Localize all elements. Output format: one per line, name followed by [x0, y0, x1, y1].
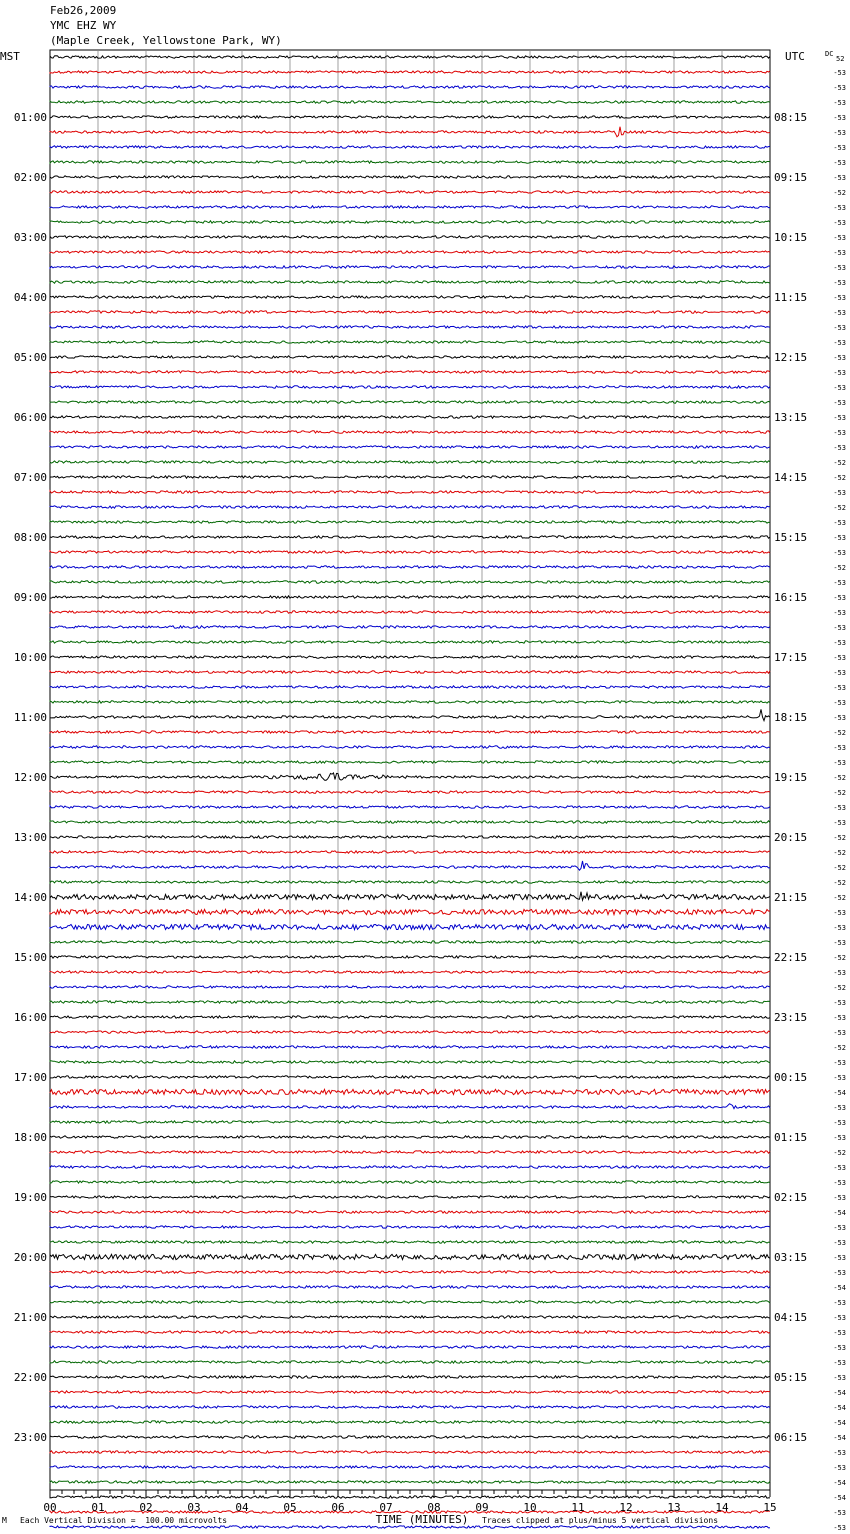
right-hour-label: 14:15: [774, 471, 808, 484]
left-hour-label: 05:00: [13, 351, 47, 364]
dc-offset-value: -53: [833, 69, 846, 77]
dc-offset-value: -53: [833, 1119, 846, 1127]
seismic-trace: [50, 1316, 770, 1318]
dc-offset-value: -52: [833, 774, 846, 782]
left-hour-label: 23:00: [13, 1431, 47, 1444]
dc-offset-value: -52: [833, 864, 846, 872]
right-hour-label: 01:15: [774, 1131, 808, 1144]
dc-offset-value: -52: [833, 1149, 846, 1157]
dc-offset-value: -53: [833, 234, 846, 242]
right-hour-label: 18:15: [774, 711, 808, 724]
seismic-trace: [50, 1526, 770, 1528]
seismic-trace: [50, 1089, 770, 1094]
seismic-trace: [50, 671, 770, 673]
dc-offset-value: -53: [833, 339, 846, 347]
dc-offset-value: -53: [833, 399, 846, 407]
dc-offset-value: -53: [833, 639, 846, 647]
x-tick-label: 03: [187, 1501, 201, 1514]
x-tick-label: 06: [331, 1501, 345, 1514]
seismic-trace: [50, 127, 770, 137]
seismic-trace: [50, 191, 770, 193]
dc-offset-value: -53: [833, 1164, 846, 1172]
seismic-trace: [50, 1076, 770, 1078]
dc-offset-value: -53: [833, 294, 846, 302]
dc-offset-value: -53: [833, 714, 846, 722]
seismic-trace: [50, 1301, 770, 1303]
dc-offset-value: -53: [833, 684, 846, 692]
dc-offset-value: -53: [833, 204, 846, 212]
station-location: (Maple Creek, Yellowstone Park, WY): [50, 34, 282, 47]
right-hour-label: 22:15: [774, 951, 808, 964]
dc-offset-value: -53: [833, 549, 846, 557]
seismic-trace: [50, 1061, 770, 1063]
seismic-trace: [50, 1136, 770, 1138]
dc-offset-value: -53: [833, 1374, 846, 1382]
left-hour-label: 19:00: [13, 1191, 47, 1204]
dc-offset-value: -53: [833, 309, 846, 317]
right-hour-label: 21:15: [774, 891, 808, 904]
seismic-trace: [50, 731, 770, 733]
seismic-trace: [50, 861, 770, 870]
plot-date: Feb26,2009: [50, 4, 117, 17]
seismic-trace: [50, 611, 770, 613]
seismic-trace: [50, 596, 770, 598]
seismic-trace: [50, 686, 770, 688]
seismic-trace: [50, 1271, 770, 1273]
dc-offset-value: -52: [833, 189, 846, 197]
seismic-trace: [50, 1496, 770, 1498]
seismic-trace: [50, 1421, 770, 1423]
dc-offset-value: -54: [833, 1419, 846, 1427]
dc-offset-value: -53: [833, 609, 846, 617]
dc-offset-value: -53: [833, 744, 846, 752]
seismic-trace: [50, 371, 770, 373]
seismic-trace: [50, 1436, 770, 1438]
seismic-trace: [50, 506, 770, 508]
dc-offset-value: -53: [833, 939, 846, 947]
x-tick-label: 13: [667, 1501, 681, 1514]
right-hour-label: 17:15: [774, 651, 808, 664]
dc-offset-value: -53: [833, 144, 846, 152]
seismic-trace: [50, 626, 770, 628]
dc-offset-value: -53: [833, 1029, 846, 1037]
seismic-trace: [50, 236, 770, 238]
seismic-trace: [50, 941, 770, 943]
seismic-trace: [50, 356, 770, 358]
seismic-trace: [50, 326, 770, 328]
x-tick-label: 11: [571, 1501, 585, 1514]
seismic-trace: [50, 746, 770, 748]
x-tick-label: 14: [715, 1501, 729, 1514]
left-hour-label: 02:00: [13, 171, 47, 184]
dc-offset-value: -53: [833, 279, 846, 287]
dc-label: DC: [825, 50, 834, 58]
seismic-trace: [50, 416, 770, 418]
dc-offset-value: -53: [833, 1269, 846, 1277]
x-tick-label: 01: [91, 1501, 105, 1514]
dc-offset-value: -52: [833, 849, 846, 857]
left-hour-label: 04:00: [13, 291, 47, 304]
dc-offset-value: -53: [833, 909, 846, 917]
dc-offset-value: -53: [833, 579, 846, 587]
right-hour-label: 12:15: [774, 351, 808, 364]
dc-offset-value: -53: [833, 1194, 846, 1202]
x-tick-label: 04: [235, 1501, 249, 1514]
dc-offset-value: -53: [833, 1359, 846, 1367]
seismic-trace: [50, 892, 770, 901]
seismic-trace: [50, 1001, 770, 1003]
seismic-trace: [50, 1166, 770, 1168]
dc-offset-value: -53: [833, 444, 846, 452]
right-hour-label: 19:15: [774, 771, 808, 784]
left-hour-label: 01:00: [13, 111, 47, 124]
seismic-trace: [50, 116, 770, 118]
dc-offset-value: -52: [833, 729, 846, 737]
dc-offset-value: -53: [833, 129, 846, 137]
left-hour-label: 18:00: [13, 1131, 47, 1144]
seismic-trace: [50, 206, 770, 208]
seismic-trace: [50, 146, 770, 148]
x-tick-label: 10: [523, 1501, 537, 1514]
dc-offset-value: -52: [833, 474, 846, 482]
seismic-trace: [50, 761, 770, 763]
seismic-trace: [50, 1151, 770, 1153]
seismic-trace: [50, 521, 770, 523]
right-hour-label: 20:15: [774, 831, 808, 844]
x-tick-label: 08: [427, 1501, 441, 1514]
scale-note: Each Vertical Division = 100.00 microvolts: [20, 1516, 228, 1525]
dc-offset-value: -54: [833, 1284, 846, 1292]
right-hour-label: 03:15: [774, 1251, 808, 1264]
dc-offset-value: -53: [833, 264, 846, 272]
seismic-trace: [50, 836, 770, 838]
dc-offset-value: -53: [833, 924, 846, 932]
dc-offset-value: -53: [833, 84, 846, 92]
seismic-trace: [50, 1391, 770, 1393]
dc-offset-value: -54: [833, 1479, 846, 1487]
dc-offset-value: -53: [833, 1059, 846, 1067]
seismic-trace: [50, 341, 770, 343]
left-hour-label: 22:00: [13, 1371, 47, 1384]
dc-offset-value: -53: [833, 99, 846, 107]
seismic-trace: [50, 1016, 770, 1018]
seismic-trace: [50, 266, 770, 268]
seismic-trace: [50, 1481, 770, 1483]
corner-mark: M: [2, 1516, 7, 1525]
right-hour-label: 00:15: [774, 1071, 808, 1084]
seismic-trace: [50, 491, 770, 493]
seismic-trace: [50, 1181, 770, 1183]
right-hour-label: 05:15: [774, 1371, 808, 1384]
seismic-trace: [50, 86, 770, 88]
seismic-trace: [50, 101, 770, 103]
dc-offset-value: -53: [833, 489, 846, 497]
left-timezone-label: MST: [0, 50, 20, 63]
left-hour-label: 09:00: [13, 591, 47, 604]
right-hour-label: 15:15: [774, 531, 808, 544]
dc-offset-value: -53: [833, 1104, 846, 1112]
dc-offset-value: -53: [833, 699, 846, 707]
left-hour-label: 13:00: [13, 831, 47, 844]
x-tick-label: 07: [379, 1501, 393, 1514]
left-hour-label: 16:00: [13, 1011, 47, 1024]
dc-offset-value: -53: [833, 354, 846, 362]
left-hour-label: 08:00: [13, 531, 47, 544]
x-tick-label: 15: [763, 1501, 777, 1514]
clip-note: Traces clipped at plus/minus 5 vertical divisions: [482, 1516, 719, 1525]
dc-offset-value: -52: [833, 834, 846, 842]
dc-offset-value: -53: [833, 1299, 846, 1307]
x-axis-title: TIME (MINUTES): [375, 1513, 469, 1526]
dc-offset-value: -54: [833, 1404, 846, 1412]
dc-offset-value: -53: [833, 1179, 846, 1187]
dc-offset-value: -53: [833, 414, 846, 422]
seismic-trace: [50, 1031, 770, 1033]
dc-offset-value: -53: [833, 114, 846, 122]
seismic-trace: [50, 791, 770, 793]
seismic-trace: [50, 566, 770, 568]
seismic-trace: [50, 71, 770, 73]
left-hour-label: 11:00: [13, 711, 47, 724]
seismic-trace: [50, 176, 770, 178]
dc-offset-value: -52: [833, 504, 846, 512]
right-hour-label: 11:15: [774, 291, 808, 304]
seismic-trace: [50, 986, 770, 988]
left-hour-label: 06:00: [13, 411, 47, 424]
seismic-trace: [50, 821, 770, 823]
seismic-trace: [50, 1451, 770, 1453]
seismic-trace: [50, 971, 770, 973]
dc-offset-value: -54: [833, 1089, 846, 1097]
left-hour-label: 17:00: [13, 1071, 47, 1084]
dc-offset-value: -53: [833, 594, 846, 602]
dc-offset-value: -53: [833, 1074, 846, 1082]
seismic-trace: [50, 401, 770, 403]
dc-offset-value: -53: [833, 429, 846, 437]
station-code: YMC EHZ WY: [50, 19, 117, 32]
right-hour-label: 04:15: [774, 1311, 808, 1324]
seismic-trace: [50, 581, 770, 583]
seismic-trace: [50, 476, 770, 478]
dc-offset-value: -52: [833, 564, 846, 572]
dc-offset-value: -52: [833, 954, 846, 962]
seismic-trace: [50, 881, 770, 883]
left-hour-label: 10:00: [13, 651, 47, 664]
dc-offset-value: -53: [833, 1344, 846, 1352]
dc-offset-value: -53: [833, 1314, 846, 1322]
dc-offset-value: -53: [833, 654, 846, 662]
right-hour-label: 08:15: [774, 111, 808, 124]
x-tick-label: 12: [619, 1501, 633, 1514]
left-hour-label: 12:00: [13, 771, 47, 784]
x-tick-label: 09: [475, 1501, 489, 1514]
dc-offset-value: -52: [833, 984, 846, 992]
seismic-trace: [50, 641, 770, 643]
seismic-trace: [50, 1104, 770, 1109]
seismic-trace: [50, 311, 770, 313]
x-tick-label: 02: [139, 1501, 153, 1514]
dc-offset-value: -53: [833, 1134, 846, 1142]
x-tick-label: 00: [43, 1501, 57, 1514]
dc-offset-value: -53: [833, 534, 846, 542]
right-hour-label: 16:15: [774, 591, 808, 604]
seismic-trace: [50, 1241, 770, 1243]
left-hour-label: 14:00: [13, 891, 47, 904]
dc-offset-value: -53: [833, 1014, 846, 1022]
seismic-trace: [50, 656, 770, 658]
seismic-trace: [50, 221, 770, 223]
dc-offset-value: -53: [833, 804, 846, 812]
seismic-trace: [50, 701, 770, 703]
dc-offset-value: -52: [833, 1044, 846, 1052]
dc-offset-value: -53: [833, 624, 846, 632]
x-tick-label: 05: [283, 1501, 297, 1514]
seismic-trace: [50, 251, 770, 253]
seismic-trace: [50, 1376, 770, 1378]
dc-offset-value: -53: [833, 174, 846, 182]
dc-offset-value: -53: [833, 1509, 846, 1517]
dc-offset-value: -54: [833, 1209, 846, 1217]
seismic-trace: [50, 446, 770, 448]
seismic-trace: [50, 1046, 770, 1048]
dc-offset-value: -53: [833, 1524, 846, 1532]
left-hour-label: 15:00: [13, 951, 47, 964]
right-timezone-label: UTC: [785, 50, 805, 63]
seismic-trace: [50, 924, 770, 929]
seismic-trace: [50, 1226, 770, 1228]
dc-offset-value: -53: [833, 384, 846, 392]
seismic-trace: [50, 909, 770, 914]
dc-offset-value: -53: [833, 369, 846, 377]
dc-offset-value: 52: [836, 55, 845, 63]
dc-offset-value: -54: [833, 1494, 846, 1502]
left-hour-label: 07:00: [13, 471, 47, 484]
seismic-trace: [50, 296, 770, 298]
dc-offset-value: -53: [833, 819, 846, 827]
dc-offset-value: -53: [833, 249, 846, 257]
dc-offset-value: -53: [833, 759, 846, 767]
dc-offset-value: -53: [833, 999, 846, 1007]
right-hour-label: 02:15: [774, 1191, 808, 1204]
seismic-trace: [50, 551, 770, 553]
dc-offset-value: -53: [833, 1224, 846, 1232]
seismic-trace: [50, 1286, 770, 1288]
dc-offset-value: -53: [833, 324, 846, 332]
right-hour-label: 13:15: [774, 411, 808, 424]
dc-offset-value: -53: [833, 159, 846, 167]
seismic-trace: [50, 851, 770, 853]
right-hour-label: 06:15: [774, 1431, 808, 1444]
seismic-trace: [50, 56, 770, 58]
dc-offset-value: -53: [833, 969, 846, 977]
seismic-trace: [50, 1211, 770, 1213]
seismic-trace: [50, 709, 770, 720]
seismic-trace: [50, 1196, 770, 1198]
seismic-trace: [50, 1254, 770, 1259]
seismic-trace: [50, 1466, 770, 1468]
seismic-trace: [50, 806, 770, 808]
dc-offset-value: -52: [833, 894, 846, 902]
seismic-trace: [50, 1121, 770, 1123]
right-hour-label: 23:15: [774, 1011, 808, 1024]
seismic-trace: [50, 1361, 770, 1363]
left-hour-label: 21:00: [13, 1311, 47, 1324]
seismic-trace: [50, 956, 770, 958]
seismic-trace: [50, 161, 770, 163]
dc-offset-value: -52: [833, 459, 846, 467]
dc-offset-value: -53: [833, 1464, 846, 1472]
seismic-trace: [50, 281, 770, 283]
left-hour-label: 20:00: [13, 1251, 47, 1264]
seismic-trace: [50, 461, 770, 463]
dc-offset-value: -53: [833, 669, 846, 677]
dc-offset-value: -54: [833, 1389, 846, 1397]
dc-offset-value: -53: [833, 1239, 846, 1247]
seismic-trace: [50, 1331, 770, 1333]
dc-offset-value: -53: [833, 1329, 846, 1337]
right-hour-label: 09:15: [774, 171, 808, 184]
dc-offset-value: -52: [833, 879, 846, 887]
dc-offset-value: -52: [833, 789, 846, 797]
right-hour-label: 10:15: [774, 231, 808, 244]
seismic-trace: [50, 536, 770, 538]
seismic-trace: [50, 1346, 770, 1348]
traces: [50, 56, 770, 1534]
left-hour-label: 03:00: [13, 231, 47, 244]
dc-offset-value: -53: [833, 219, 846, 227]
seismic-trace: [50, 1406, 770, 1408]
seismic-trace: [50, 773, 770, 780]
dc-offset-value: -54: [833, 1434, 846, 1442]
dc-offset-value: -53: [833, 1254, 846, 1262]
seismic-trace: [50, 431, 770, 433]
dc-offset-value: -53: [833, 1449, 846, 1457]
seismic-trace: [50, 386, 770, 388]
dc-offset-value: -53: [833, 519, 846, 527]
